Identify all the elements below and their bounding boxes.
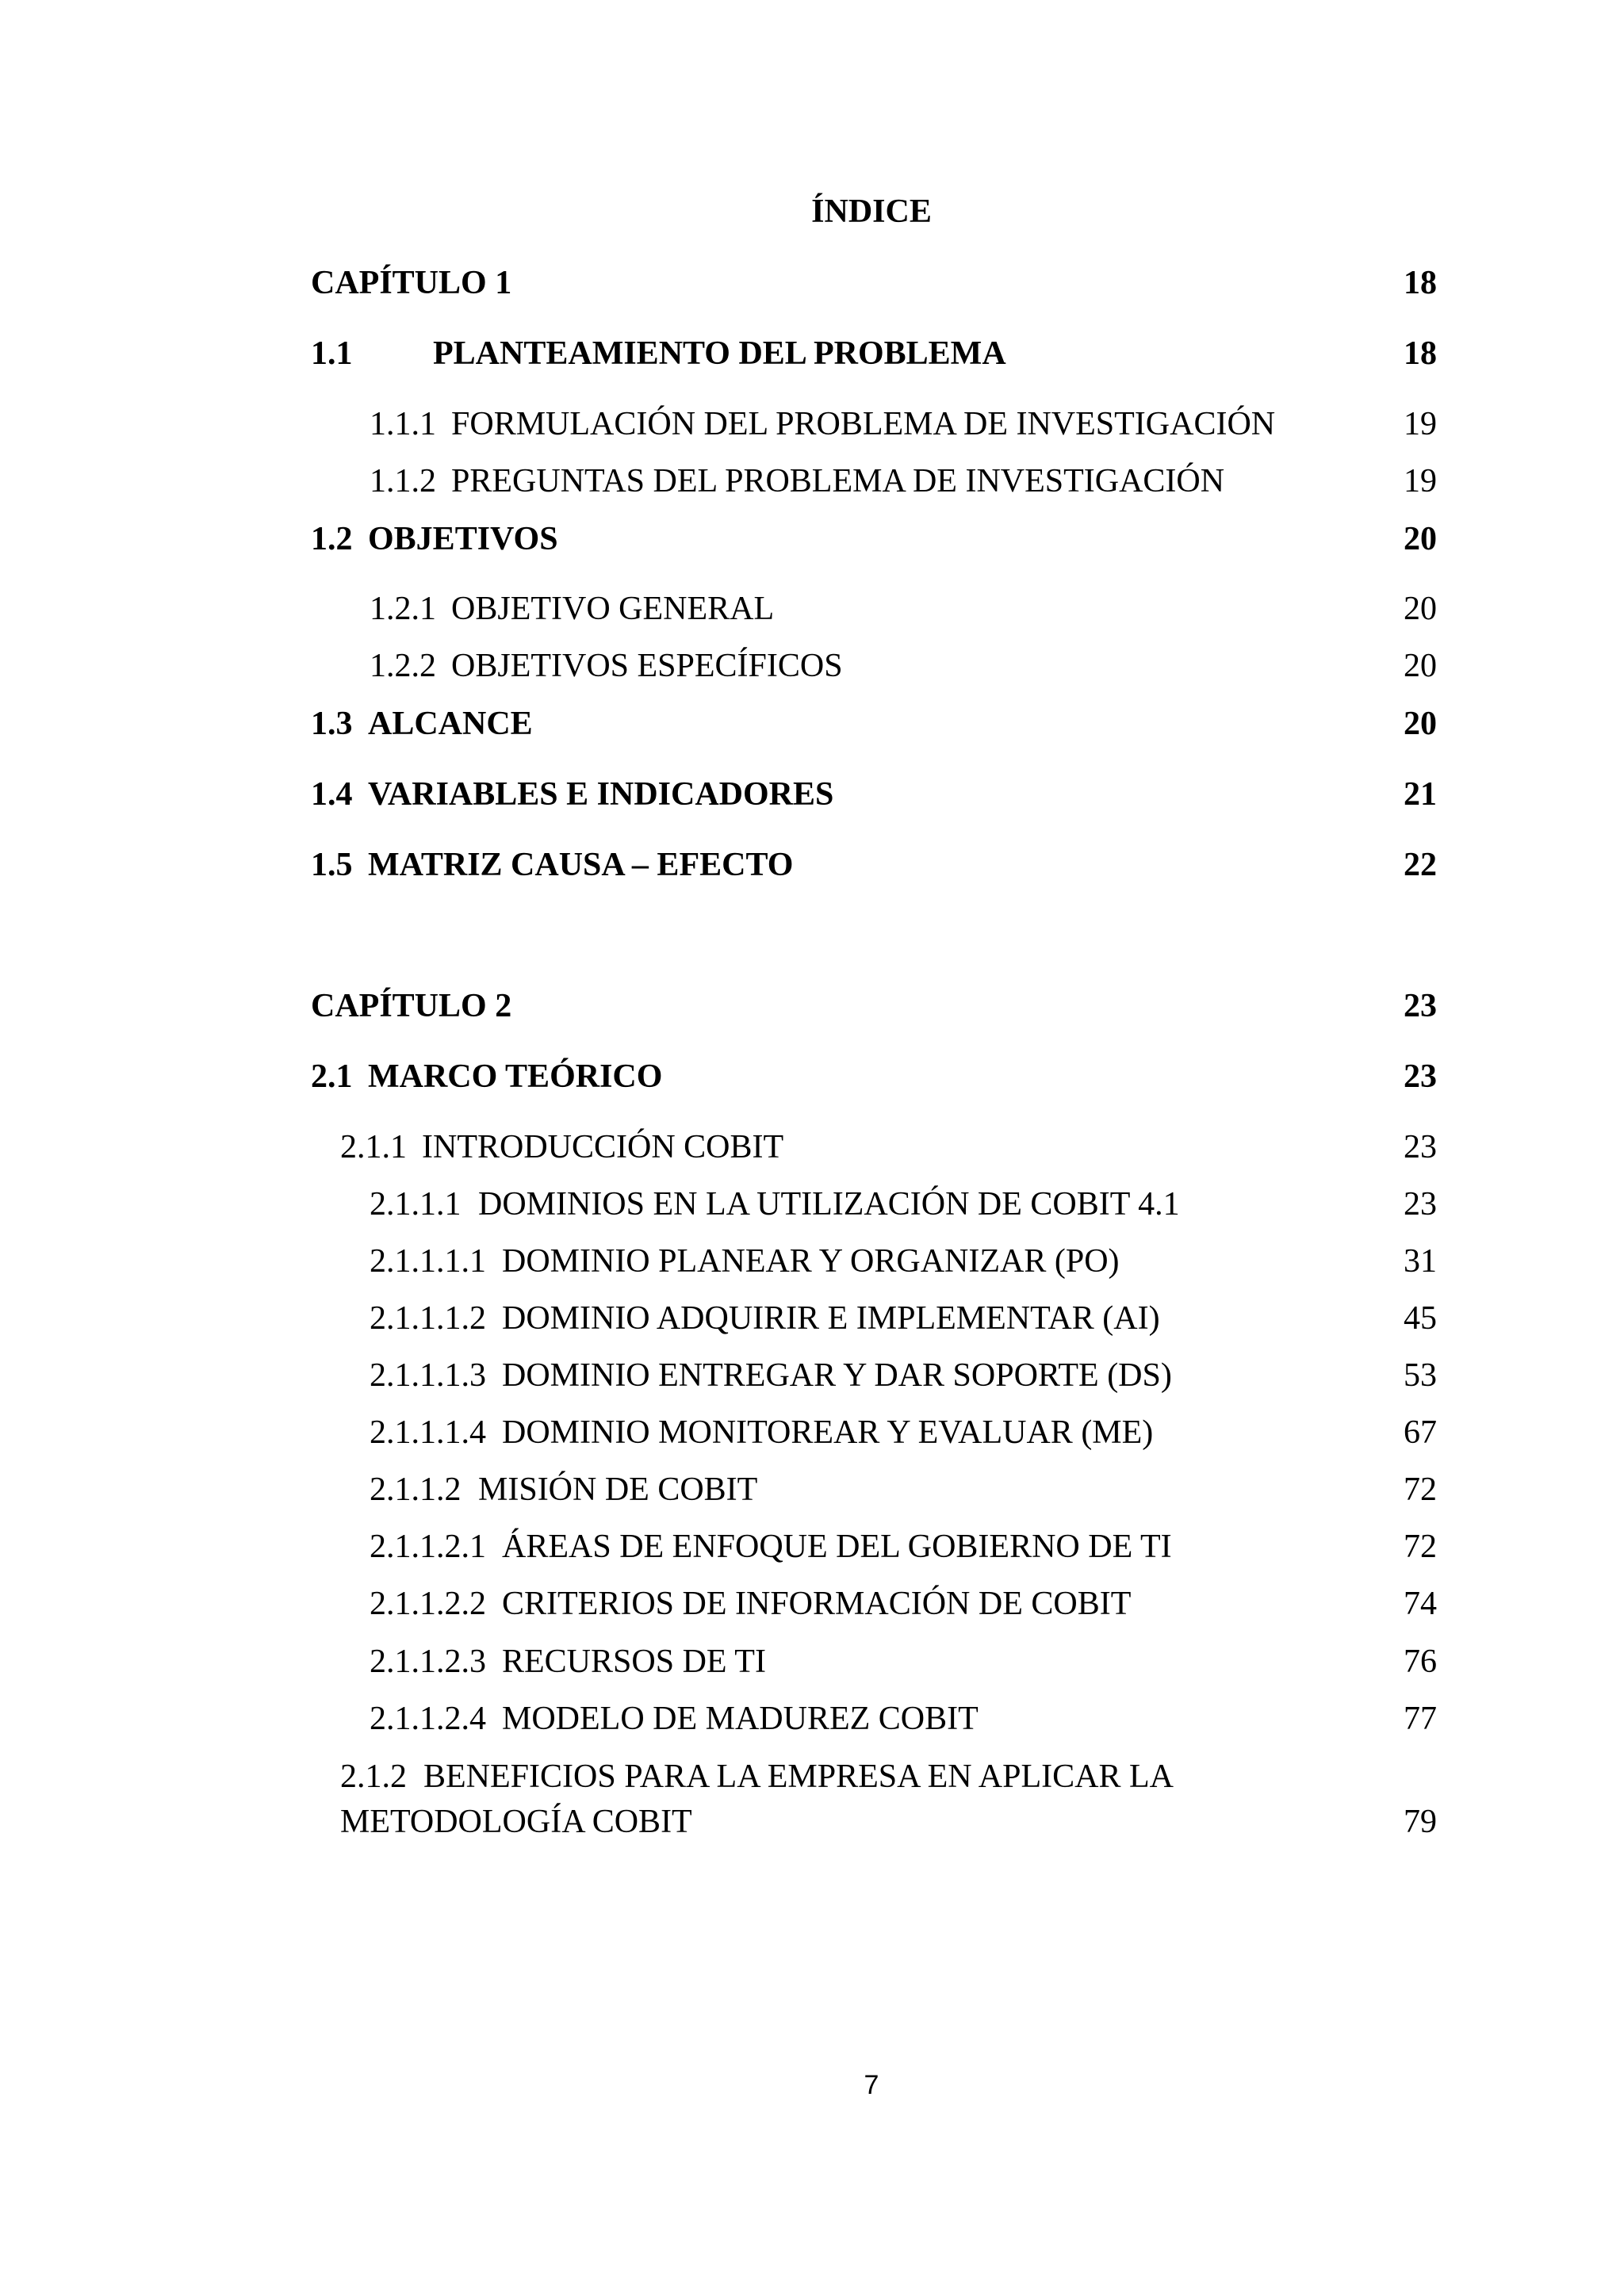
toc-entry-page: 19 (1404, 463, 1437, 499)
toc-entry-number: 2.1.1.1.2 (370, 1300, 486, 1337)
toc-entry-number: 2.1.1.2.1 (370, 1529, 486, 1565)
toc-entry-page: 22 (1404, 847, 1437, 883)
toc-entry-page: 18 (1404, 335, 1437, 372)
toc-entry-number: CAPÍTULO 2 (311, 988, 512, 1024)
toc-entry-2-1-1-2 (370, 1470, 1437, 1510)
toc-entry-number: 2.1.2 (340, 1758, 407, 1795)
toc-entry-2-1-1-1-1 (370, 1242, 1437, 1281)
toc-entry-text: OBJETIVOS ESPECÍFICOS (451, 648, 843, 684)
toc-entry-text: FORMULACIÓN DEL PROBLEMA DE INVESTIGACIÓN (451, 406, 1276, 442)
toc-entry-text: OBJETIVOS (368, 521, 558, 557)
toc-entry-text: CRITERIOS DE INFORMACIÓN DE COBIT (502, 1586, 1132, 1622)
page-title: ÍNDICE (811, 193, 932, 230)
toc-entry-number: 1.2.1 (370, 591, 436, 627)
toc-entry-page: 67 (1404, 1414, 1437, 1451)
toc-entry-page: 20 (1404, 706, 1437, 742)
toc-entry-page: 79 (1404, 1804, 1437, 1840)
toc-entry-number: 1.2 (311, 521, 353, 557)
toc-entry-1-5 (311, 845, 1437, 885)
toc-entry-page: 19 (1404, 406, 1437, 442)
toc-entry-text: PLANTEAMIENTO DEL PROBLEMA (433, 335, 1006, 372)
toc-entry-text: MISIÓN DE COBIT (478, 1471, 758, 1508)
toc-entry-2-1-1-2-1 (370, 1527, 1437, 1567)
toc-entry-1-2 (311, 519, 1437, 559)
toc-entry-text: MODELO DE MADUREZ COBIT (502, 1701, 979, 1737)
toc-entry-page: 72 (1404, 1471, 1437, 1508)
toc-entry-2-1-1-1 (370, 1184, 1437, 1224)
toc-entry-number: 1.5 (311, 847, 353, 883)
toc-entry-page: 23 (1404, 1129, 1437, 1165)
toc-entry-chapter-2 (311, 986, 1437, 1026)
toc-entry-page: 18 (1404, 265, 1437, 301)
toc-entry-page: 72 (1404, 1529, 1437, 1565)
toc-entry-number: 2.1.1 (340, 1129, 407, 1165)
toc-entry-number: 2.1.1.2.3 (370, 1644, 486, 1680)
toc-entry-page: 53 (1404, 1357, 1437, 1394)
toc-entry-text: DOMINIO PLANEAR Y ORGANIZAR (PO) (502, 1243, 1120, 1280)
toc-entry-number: 2.1.1.2 (370, 1471, 462, 1508)
toc-entry-number: 2.1 (311, 1058, 353, 1095)
toc-entry-number: 2.1.1.2.2 (370, 1586, 486, 1622)
toc-entry-text: OBJETIVO GENERAL (451, 591, 775, 627)
toc-entry-text: ALCANCE (368, 706, 533, 742)
toc-entry-page: 45 (1404, 1300, 1437, 1337)
toc-entry-text: DOMINIO ADQUIRIR E IMPLEMENTAR (AI) (502, 1300, 1160, 1337)
toc-entry-text: BENEFICIOS PARA LA EMPRESA EN APLICAR LA METODOLOGÍA COBIT (340, 1758, 1172, 1840)
toc-entry-2-1-1-2-3 (370, 1642, 1437, 1682)
toc-entry-1-4 (311, 775, 1437, 814)
toc-entry-number: 1.1.2 (370, 463, 436, 499)
toc-entry-page: 74 (1404, 1586, 1437, 1622)
toc-entry-number: 1.1 (311, 335, 353, 372)
toc-entry-text: DOMINIO ENTREGAR Y DAR SOPORTE (DS) (502, 1357, 1172, 1394)
toc-entry-2-1-1-1-4 (370, 1413, 1437, 1452)
toc-entry-number: 1.4 (311, 776, 353, 813)
toc-entry-page: 76 (1404, 1644, 1437, 1680)
toc-entry-number: 1.3 (311, 706, 353, 742)
toc-entry-text: DOMINIOS EN LA UTILIZACIÓN DE COBIT 4.1 (478, 1186, 1180, 1223)
toc-entry-number: 1.2.2 (370, 648, 436, 684)
toc-entry-text: RECURSOS DE TI (502, 1644, 766, 1680)
toc-entry-1-2-2 (370, 646, 1437, 686)
toc-entry-text: ÁREAS DE ENFOQUE DEL GOBIERNO DE TI (502, 1529, 1172, 1565)
toc-entry-number: 2.1.1.1 (370, 1186, 462, 1223)
toc-entry-1-1-1 (370, 404, 1437, 444)
toc-entry-text: PREGUNTAS DEL PROBLEMA DE INVESTIGACIÓN (451, 463, 1225, 499)
toc-entry-page: 23 (1404, 1186, 1437, 1223)
toc-entry-2-1-1 (340, 1127, 1437, 1167)
toc-entry-page: 23 (1404, 988, 1437, 1024)
toc-entry-page: 20 (1404, 591, 1437, 627)
toc-entry-2-1-1-1-2 (370, 1299, 1437, 1338)
toc-entry-number: 2.1.1.2.4 (370, 1701, 486, 1737)
toc-entry-1-3 (311, 704, 1437, 744)
toc-entry-number: 1.1.1 (370, 406, 436, 442)
toc-entry-text: INTRODUCCIÓN COBIT (422, 1129, 784, 1165)
toc-entry-1-2-1 (370, 589, 1437, 629)
toc-entry-text: MARCO TEÓRICO (368, 1058, 663, 1095)
toc-entry-2-1 (311, 1057, 1437, 1096)
toc-entry-1-1 (311, 334, 1437, 373)
toc-entry-number: 2.1.1.1.3 (370, 1357, 486, 1394)
toc-entry-2-1-1-1-3 (370, 1356, 1437, 1395)
toc-entry-page: 77 (1404, 1701, 1437, 1737)
toc-entry-2-1-1-2-2 (370, 1584, 1437, 1624)
toc-entry-number: CAPÍTULO 1 (311, 265, 512, 301)
toc-entry-text: VARIABLES E INDICADORES (368, 776, 834, 813)
toc-entry-2-1-1-2-4 (370, 1699, 1437, 1739)
toc-entry-chapter-1 (311, 263, 1437, 303)
toc-entry-1-1-2 (370, 461, 1437, 501)
toc-entry-number: 2.1.1.1.4 (370, 1414, 486, 1451)
toc-entry-page: 20 (1404, 648, 1437, 684)
toc-entry-text: MATRIZ CAUSA – EFECTO (368, 847, 794, 883)
page-number: 7 (864, 2070, 879, 2100)
toc-entry-page: 20 (1404, 521, 1437, 557)
toc-entry-number: 2.1.1.1.1 (370, 1243, 486, 1280)
toc-entry-page: 21 (1404, 776, 1437, 813)
toc-entry-text: DOMINIO MONITOREAR Y EVALUAR (ME) (502, 1414, 1154, 1451)
toc-entry-page: 23 (1404, 1058, 1437, 1095)
toc-entry-page: 31 (1404, 1243, 1437, 1280)
toc-entry-label (340, 1755, 1381, 1845)
toc-entry-2-1-2 (340, 1755, 1437, 1845)
